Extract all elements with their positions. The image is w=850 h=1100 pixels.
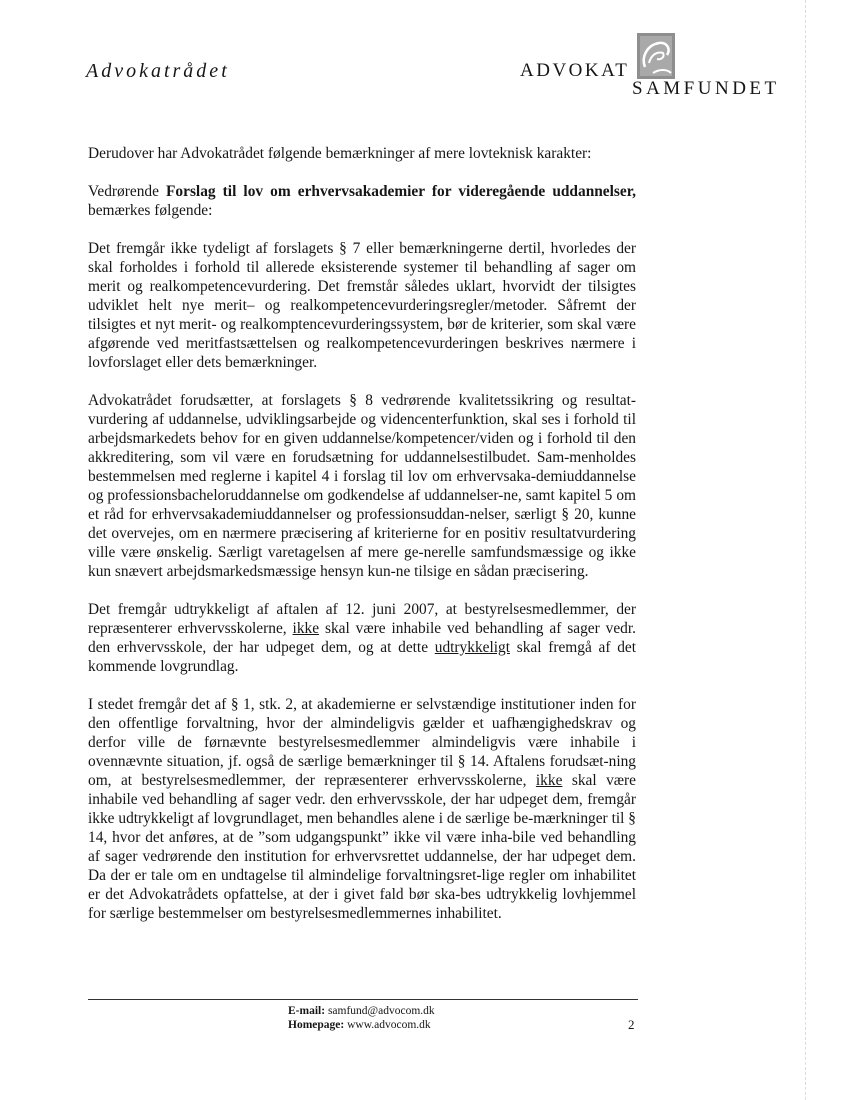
email-label: E-mail: — [288, 1005, 326, 1017]
paragraph-section-1 — [88, 695, 636, 923]
footer-divider — [88, 999, 638, 1000]
underlined-udtrykkeligt: udtrykkeligt — [434, 639, 510, 656]
bill-reference-prefix: Vedrørende — [88, 183, 167, 200]
bill-reference-suffix: bemærkes følgende: — [88, 202, 213, 219]
paragraph-section-7: Det fremgår ikke tydeligt af forslagets § 7 eller bemærkningerne dertil, hvorledes der skal forholdes i forhold til allerede eksisterende systemer til behandling af sager om merit og realkompetencevurdering. Det fremstår således uklart, hvorvidt der tilsigtes udviklet helt nye merit– og realkompetencevurderingsregler/metoder. Såfremt der tilsigtes et nyt merit- og realkomptencevurderingssystem, bør de kriterier, som skal være afgørende ved meritfastsættelsen og realkompetencevurderingen beskrives nærmere i lovforslaget eller dets bemærkninger. — [88, 240, 636, 371]
scan-edge-line — [805, 0, 806, 1100]
footer-email-row — [288, 1004, 435, 1018]
footer-homepage-row — [288, 1018, 435, 1032]
homepage-address: www.advocom.dk — [347, 1019, 431, 1031]
agreement-text-b: skal være inhabile ved behandling af sager vedr. den erhvervsskole, der har udpeget dem, og at dette — [88, 620, 636, 656]
paragraph-agreement — [88, 600, 636, 676]
paragraph-section-8: Advokatrådet forudsætter, at forslagets § 8 vedrørende kvalitetssikring og resultat-vurdering af uddannelse, udviklingsarbejde og videncenterfunktion, skal ses i forhold til arbejdsmarkedets behov for en given uddannelse/kompetencer/viden og i forhold til den akkreditering, som vil være en forudsætning for uddannelsestilbudet. Sam-menholdes bestemmelsen med reglerne i kapitel 4 i forslag til lov om erhvervsaka-demiuddannelse og professionsbacheloruddannelse om godkendelse af uddannelser-ne, samt kapitel 5 om et råd for erhvervsakademiuddannelser og professionsuddan-nelser, særligt § 20, kunne det overvejes, om en nærmere præcisering af kriterierne for en positiv resultatvurdering ville være ønskelig. Særligt varetagelsen af mere ge-nerelle samfundsmæssige og ikke kun snævert arbejdsmarkedsmæssige hensyn kun-ne tilsige en sådan præcisering. — [88, 392, 636, 580]
logo-text-top: ADVOKAT — [520, 60, 630, 81]
email-address: samfund@advocom.dk — [327, 1005, 435, 1017]
page-header-title: Advokatrådet — [86, 60, 230, 82]
page-number: 2 — [628, 1017, 635, 1032]
underlined-ikke-2: ikke — [535, 772, 563, 789]
section-1-text-b: skal være inhabile ved behandling af sager vedr. den erhvervsskole, der har udpeget dem, fremgår ikke udtrykkeligt af lovgrundlaget, men behandles alene i de særlige be-mærkninger til § 14, hvor det anføres, at de ”som udgangspunkt” ikke vil være inha-bile ved behandling af sager vedrørende den institution for erhvervsrettet uddannelse, der har udpeget dem. Da der er tale om en undtagelse til almindelige forvaltningsret-lige regler om inhabilitet er det Advokatrådets opfattelse, at der i givet fald bør ska-bes udtrykkelig lovhjemmel for særlige bestemmelser om bestyrelsesmedlemmernes inhabilitet. — [88, 772, 636, 922]
advokatsamfundet-logo — [520, 30, 780, 110]
logo-emblem-icon — [637, 33, 675, 79]
bill-title: Forslag til lov om erhvervsakademier for videregående uddannelser, — [166, 183, 636, 200]
underlined-ikke: ikke — [292, 620, 320, 637]
logo-text-bottom: SAMFUNDET — [632, 78, 780, 99]
footer-contact — [288, 1004, 435, 1032]
paragraph-intro: Derudover har Advokatrådet følgende bemærkninger af mere lovteknisk karakter: — [88, 145, 592, 162]
agreement-text-a: Det fremgår udtrykkeligt af aftalen af 12. juni 2007, at bestyrelsesmedlemmer, der repræsenterer erhvervsskolerne, — [88, 601, 636, 637]
homepage-label: Homepage: — [288, 1019, 345, 1031]
section-1-text-a: I stedet fremgår det af § 1, stk. 2, at akademierne er selvstændige institutioner inden for den offentlige forvaltning, hvor der almindeligvis gælder et uafhængighedskrav og derfor ville de førnævnte bestyrelsesmedlemmer almindeligvis være inhabile i ovennævnte situation, jf. også de særlige bemærkninger til § 14. Aftalens forudsæt-ning om, at bestyrelsesmedlemmer, der repræsenterer erhvervsskolerne, — [88, 696, 636, 789]
paragraph-bill-reference — [88, 182, 636, 220]
agreement-text-c: skal fremgå af det kommende lovgrundlag. — [88, 639, 636, 675]
letter-body — [88, 144, 636, 942]
